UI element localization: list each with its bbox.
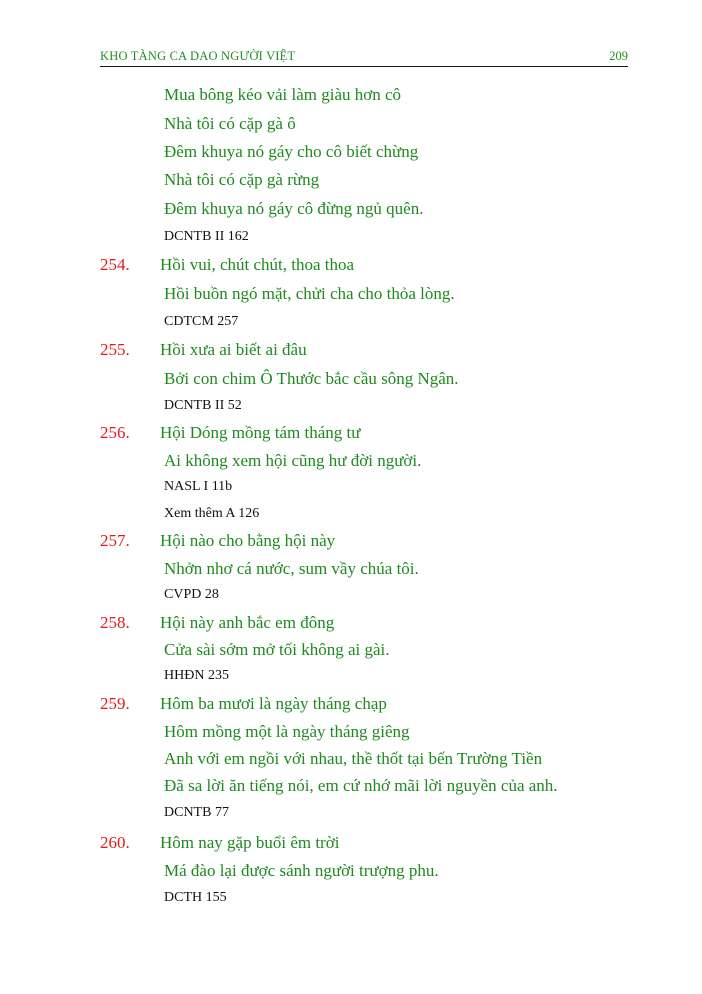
source-citation: HHĐN 235 — [164, 668, 229, 683]
verse-line: Mua bông kéo vải làm giàu hơn cô — [164, 85, 402, 104]
verse-line: Ai không xem hội cũng hư đời người. — [164, 451, 422, 470]
verse-line: Nhà tôi có cặp gà ô — [164, 114, 296, 133]
source-citation: DCNTB II 52 — [164, 398, 242, 413]
running-header — [100, 49, 628, 67]
source-citation: DCNTB 77 — [164, 805, 229, 820]
source-citation: NASL I 11b — [164, 479, 233, 494]
entry-number: 255. — [100, 340, 130, 359]
verse-line: Anh với em ngồi với nhau, thề thốt tại bến Trường Tiền — [164, 749, 543, 768]
verse-line: Hồi xưa ai biết ai đâu — [160, 340, 307, 359]
verse-line: Hội nào cho bằng hội này — [160, 531, 336, 550]
source-citation: CDTCM 257 — [164, 314, 239, 329]
verse-line: Đêm khuya nó gáy cô đừng ngủ quên. — [164, 199, 424, 218]
cross-reference: Xem thêm A 126 — [164, 506, 260, 521]
verse-line: Hội này anh bắc em đông — [160, 613, 335, 632]
entry-number: 254. — [100, 255, 130, 274]
verse-line: Hồi buồn ngó mặt, chửi cha cho thỏa lòng. — [164, 284, 455, 303]
entry-number: 257. — [100, 531, 130, 550]
verse-line: Hồi vui, chút chút, thoa thoa — [160, 255, 355, 274]
verse-line: Bởi con chim Ô Thước bắc cầu sông Ngân. — [164, 369, 459, 388]
source-citation: DCNTB II 162 — [164, 229, 249, 244]
source-citation: CVPD 28 — [164, 587, 219, 602]
verse-line: Má đào lại được sánh người trượng phu. — [164, 861, 439, 880]
verse-line: Đêm khuya nó gáy cho cô biết chừng — [164, 142, 419, 161]
verse-line: Hội Dóng mồng tám tháng tư — [160, 423, 361, 442]
entry-number: 256. — [100, 423, 130, 442]
verse-line: Hôm ba mươi là ngày tháng chạp — [160, 694, 387, 713]
entry-number: 259. — [100, 694, 130, 713]
source-citation: DCTH 155 — [164, 890, 227, 905]
entry-number: 260. — [100, 833, 130, 852]
verse-line: Đã sa lời ăn tiếng nói, em cứ nhớ mãi lời nguyền của anh. — [164, 776, 558, 795]
verse-line: Nhà tôi có cặp gà rừng — [164, 170, 320, 189]
entry-number: 258. — [100, 613, 130, 632]
page-number: 209 — [609, 49, 628, 63]
verse-line: Hôm nay gặp buổi êm trời — [160, 833, 340, 852]
verse-line: Cửa sài sớm mở tối không ai gài. — [164, 640, 390, 659]
book-title: KHO TÀNG CA DAO NGƯỜI VIỆT — [100, 49, 296, 63]
verse-line: Hôm mồng một là ngày tháng giêng — [164, 722, 410, 741]
verse-line: Nhởn nhơ cá nước, sum vầy chúa tôi. — [164, 559, 419, 578]
